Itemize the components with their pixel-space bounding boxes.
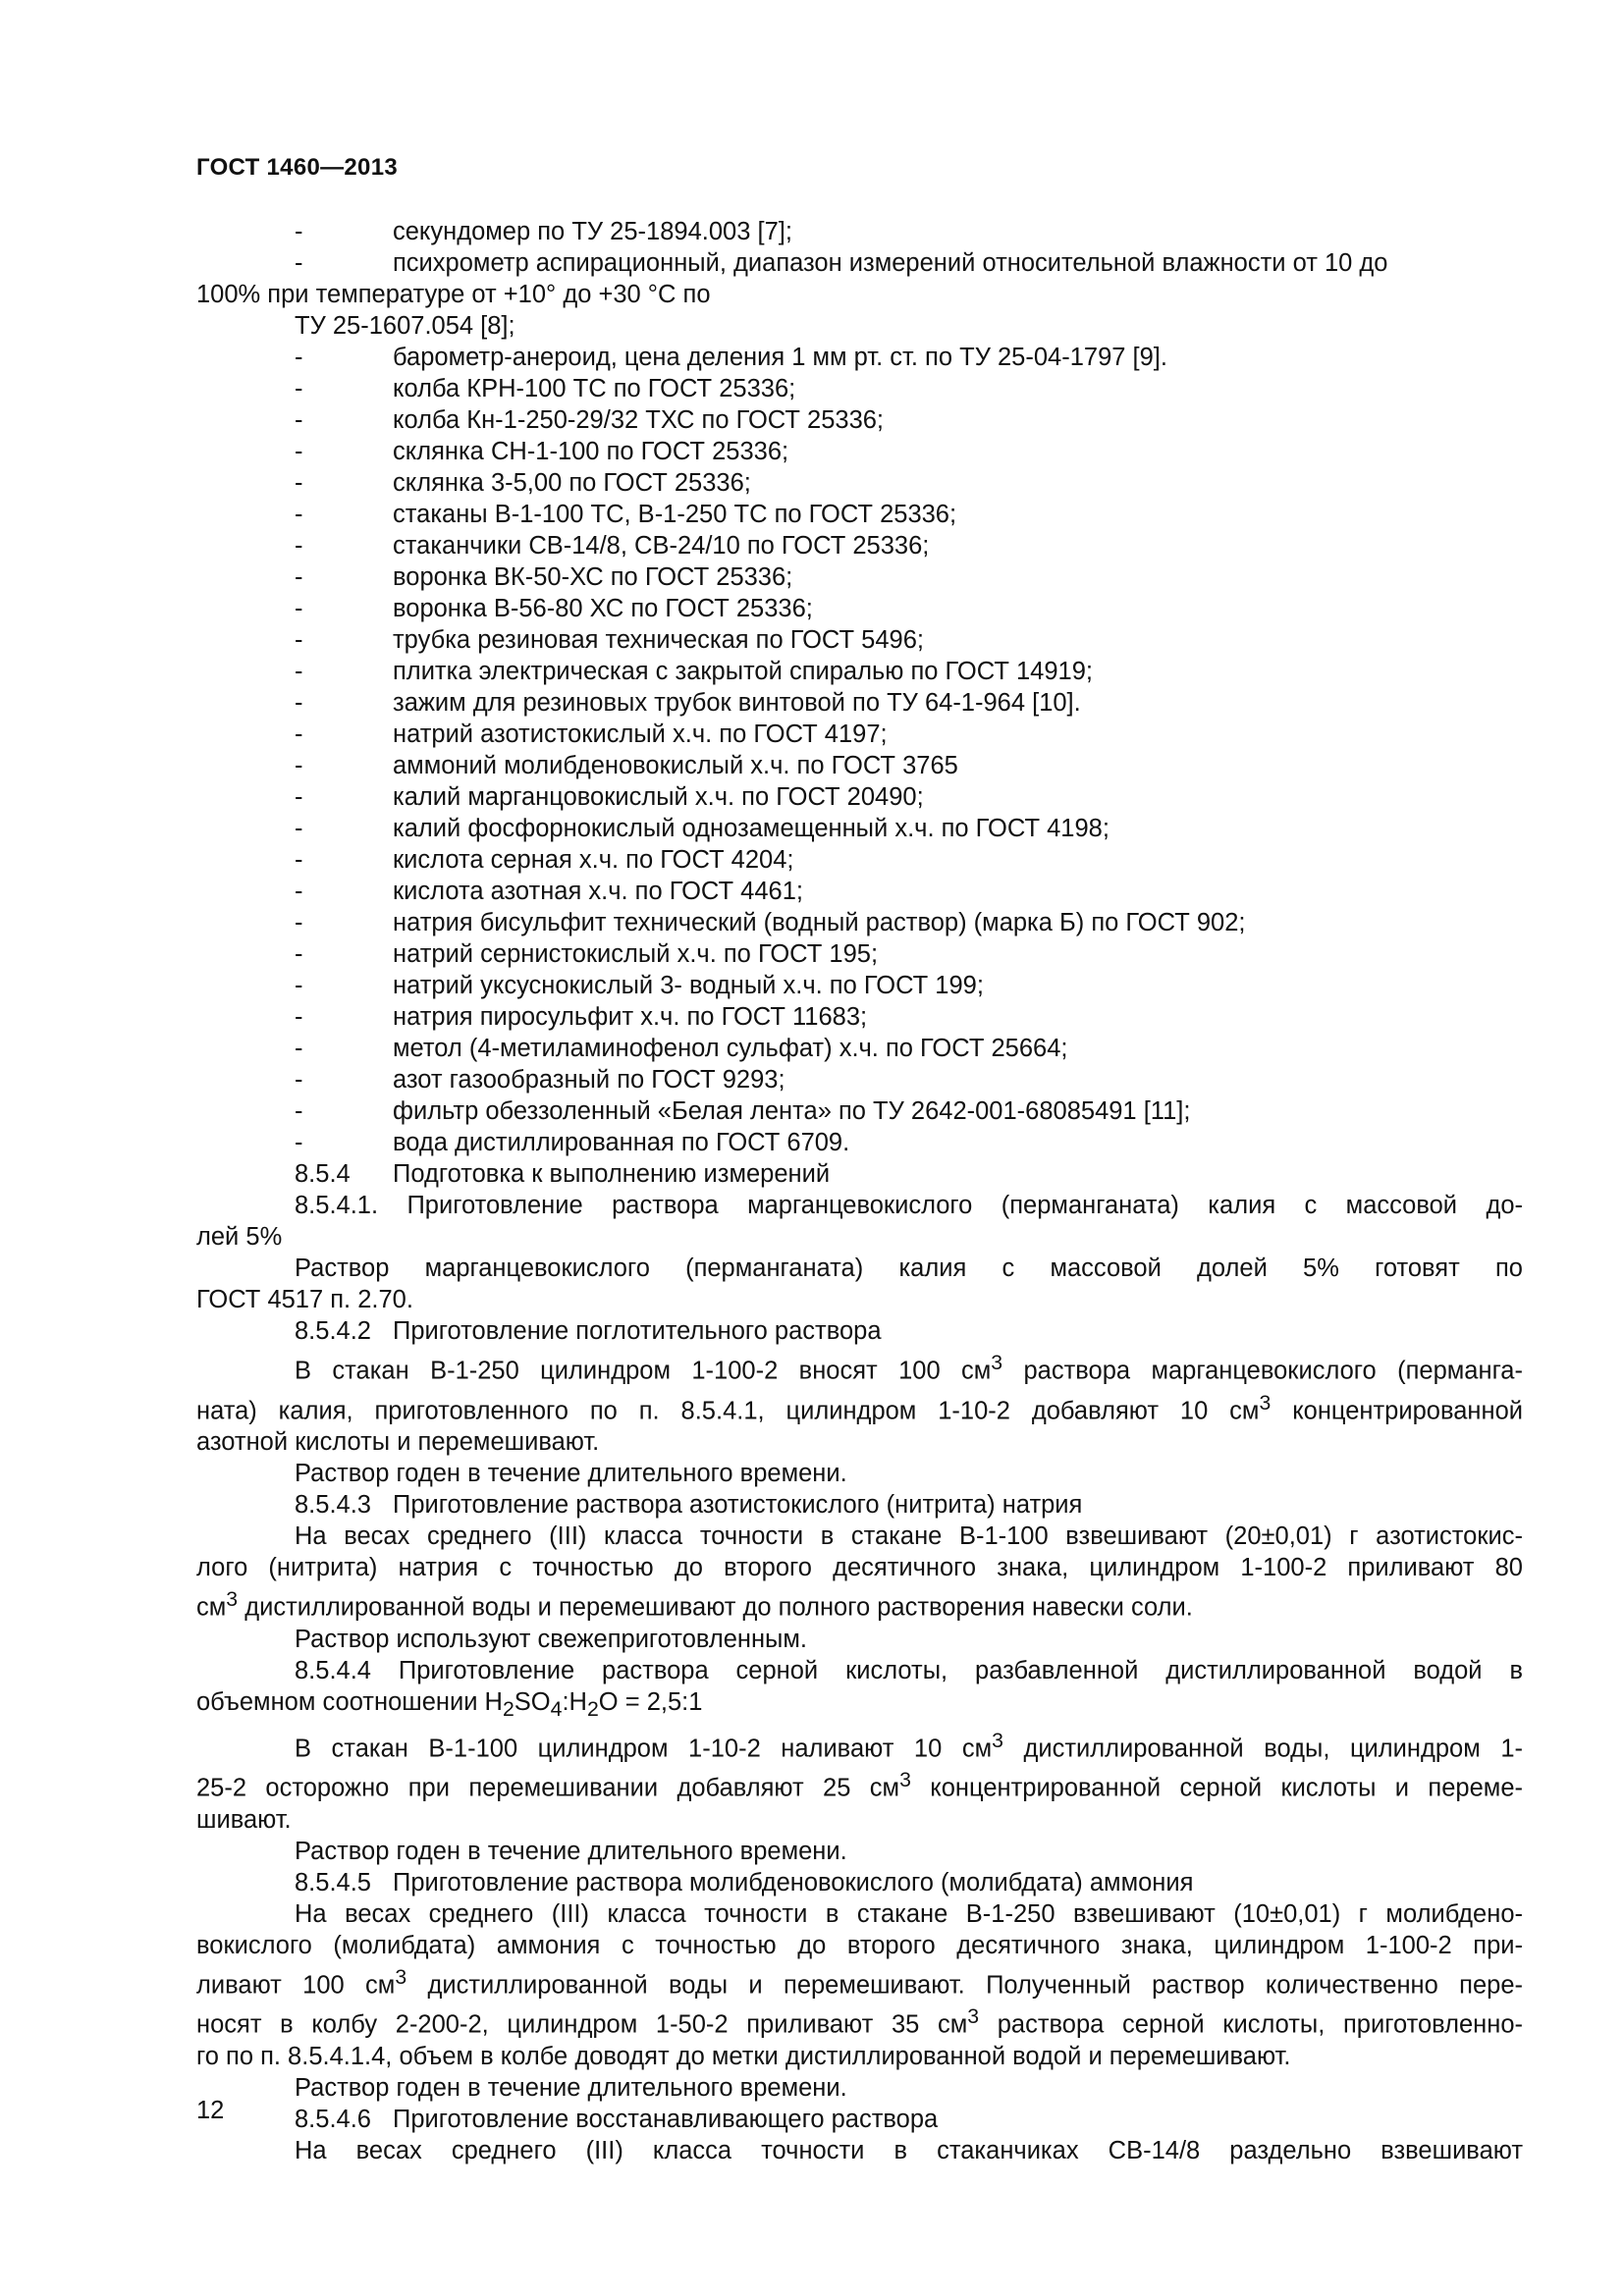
list-item	[196, 561, 1523, 593]
text-run: концентрированной серной кислоты и переме-	[910, 1774, 1523, 1802]
paragraph-line: На весах среднего (III) класса точности в стакане В-1-250 взвешивают (10±0,01) г молибдено-	[295, 1899, 1523, 1928]
section-title: Приготовление раствора азотистокислого (нитрита) натрия	[393, 1491, 1083, 1519]
text-run: :H	[562, 1687, 587, 1716]
list-item-text: азот газообразный по ГОСТ 9293;	[393, 1066, 785, 1094]
list-dash: -	[295, 1003, 303, 1031]
paragraph-line: шивают.	[196, 1805, 292, 1834]
list-dash: -	[295, 1097, 303, 1125]
section-heading	[196, 1489, 1523, 1521]
list-dash: -	[295, 344, 303, 371]
list-item	[196, 1064, 1523, 1095]
superscript: 3	[991, 1351, 1003, 1374]
list-item	[196, 436, 1523, 467]
list-item	[196, 750, 1523, 781]
superscript: 3	[967, 2004, 980, 2029]
section-title: Приготовление раствора молибденовокислого (молибдата) аммония	[393, 1868, 1194, 1896]
list-item-text: воронка ВК-50-ХС по ГОСТ 25336;	[393, 563, 793, 591]
list-item-text: калий фосфорнокислый однозамещенный х.ч. по ГОСТ 4198;	[393, 815, 1110, 842]
paragraph-line: Раствор марганцевокислого (перманганата) калия с массовой долей 5% готовят по	[295, 1255, 1523, 1282]
list-dash: -	[295, 218, 303, 245]
list-item-text: кислота азотная х.ч. по ГОСТ 4461;	[393, 878, 803, 905]
list-dash: -	[295, 469, 303, 497]
list-dash: -	[295, 406, 303, 434]
list-item-text: стаканчики СВ-14/8, СВ-24/10 по ГОСТ 25336;	[393, 532, 930, 560]
list-item	[196, 624, 1523, 656]
paragraph-line: Раствор годен в течение длительного времени.	[295, 1837, 847, 1865]
list-item-text: колба Кн-1-250-29/32 ТХС по ГОСТ 25336;	[393, 406, 885, 434]
list-item-text: аммоний молибденовокислый х.ч. по ГОСТ 3765	[393, 752, 958, 779]
list-item-text: калий марганцовокислый х.ч. по ГОСТ 20490;	[393, 783, 924, 811]
list-item	[196, 216, 1523, 247]
paragraph-line	[196, 1961, 1523, 2002]
list-item	[196, 876, 1523, 907]
list-item	[196, 1127, 1523, 1158]
list-item-text: колба КРН-100 ТС по ГОСТ 25336;	[393, 375, 796, 402]
list-dash: -	[295, 438, 303, 465]
list-item-text: склянка 3-5,00 по ГОСТ 25336;	[393, 469, 751, 497]
section-number: 8.5.4.2	[295, 1317, 371, 1345]
list-item-continuation: ТУ 25-1607.054 [8];	[295, 312, 515, 340]
list-item	[196, 1095, 1523, 1127]
list-dash: -	[295, 940, 303, 968]
list-dash: -	[295, 532, 303, 560]
list-item-text: натрия пиросульфит х.ч. по ГОСТ 11683;	[393, 1003, 868, 1031]
list-item	[196, 247, 1523, 279]
list-item	[196, 1033, 1523, 1064]
section-title: Приготовление восстанавливающего раствора	[393, 2105, 939, 2133]
section-title: Приготовление раствора серной кислоты, разбавленной дистиллированной водой в	[398, 1656, 1523, 1684]
page-number: 12	[196, 2097, 225, 2124]
text-run: O = 2,5:1	[598, 1687, 703, 1716]
paragraph-line: Раствор годен в течение длительного времени.	[295, 2073, 847, 2102]
text-run: 25-2 осторожно при перемешивании добавляют 25 см	[196, 1774, 900, 1802]
list-item	[196, 656, 1523, 687]
paragraph-line: На весах среднего (III) класса точности в стакане В-1-100 взвешивают (20±0,01) г азотистокис-	[295, 1522, 1523, 1550]
list-item	[196, 781, 1523, 813]
list-item-text: кислота серная х.ч. по ГОСТ 4204;	[393, 846, 794, 874]
document-header: ГОСТ 1460—2013	[196, 154, 399, 181]
paragraph-line	[196, 1387, 1523, 1427]
list-dash: -	[295, 595, 303, 622]
superscript: 3	[395, 1964, 407, 1989]
list-item-text: склянка СН-1-100 по ГОСТ 25336;	[393, 438, 789, 465]
text-run: объемном соотношении H	[196, 1687, 503, 1716]
paragraph-line: ГОСТ 4517 п. 2.70.	[196, 1286, 413, 1313]
list-item	[196, 499, 1523, 530]
list-item	[196, 1001, 1523, 1033]
text-run: В стакан В-1-250 цилиндром 1-100-2 вносят 100 см	[295, 1357, 992, 1385]
list-dash: -	[295, 972, 303, 999]
section-heading-line	[196, 1686, 1523, 1725]
superscript: 3	[226, 1587, 239, 1611]
text-run: В стакан В-1-100 цилиндром 1-10-2 наливают 10 см	[295, 1735, 993, 1763]
list-dash: -	[295, 783, 303, 811]
list-dash: -	[295, 563, 303, 591]
paragraph-line	[196, 1583, 1523, 1624]
list-dash: -	[295, 658, 303, 685]
text-run: носят в колбу 2-200-2, цилиндром 1-50-2 приливают 35 см	[196, 2010, 968, 2039]
list-item-text: воронка В-56-80 ХС по ГОСТ 25336;	[393, 595, 813, 622]
list-item-text: барометр-анероид, цена деления 1 мм рт. ст. по ТУ 25-04-1797 [9].	[393, 344, 1167, 371]
list-item	[196, 813, 1523, 844]
list-item	[196, 844, 1523, 876]
section-number: 8.5.4.4	[295, 1656, 371, 1684]
page-content	[196, 216, 1523, 2166]
section-heading	[196, 1655, 1523, 1686]
list-dash: -	[295, 878, 303, 905]
paragraph-line: На весах среднего (III) класса точности в стаканчиках СВ-14/8 раздельно взвешивают	[295, 2136, 1523, 2164]
list-item-text: зажим для резиновых трубок винтовой по ТУ 64-1-964 [10].	[393, 689, 1081, 717]
list-item-text: психрометр аспирационный, диапазон измерений относительной влажности от 10 до	[393, 249, 1388, 277]
paragraph-line: го по п. 8.5.4.1.4, объем в колбе доводят до метки дистиллированной водой и перемешивают.	[196, 2042, 1291, 2070]
paragraph-line: лого (нитрита) натрия с точностью до второго десятичного знака, цилиндром 1-100-2 приливают 80	[196, 1554, 1523, 1581]
text-run: дистиллированной воды и перемешивают до полного растворения навески соли.	[238, 1593, 1193, 1622]
subscript: 2	[586, 1696, 599, 1721]
list-dash: -	[295, 501, 303, 528]
text-run: раствора марганцевокислого (перманга-	[1002, 1357, 1523, 1385]
list-item-text: вода дистиллированная по ГОСТ 6709.	[393, 1129, 850, 1156]
paragraph-line	[196, 1764, 1523, 1804]
list-item	[196, 970, 1523, 1001]
paragraph-line	[196, 1725, 1523, 1765]
list-dash: -	[295, 752, 303, 779]
list-item	[196, 467, 1523, 499]
section-heading	[196, 2104, 1523, 2135]
text-run: ливают 100 см	[196, 1971, 396, 2000]
list-item	[196, 342, 1523, 373]
text-run: дистиллированной воды, цилиндром 1-	[1002, 1735, 1523, 1763]
list-item-text: фильтр обеззоленный «Белая лента» по ТУ 2642-001-68085491 [11];	[393, 1097, 1191, 1125]
list-item	[196, 593, 1523, 624]
list-item-text: натрий сернистокислый х.ч. по ГОСТ 195;	[393, 940, 879, 968]
list-item-text: секундомер по ТУ 25-1894.003 [7];	[393, 218, 792, 245]
list-item	[196, 687, 1523, 719]
list-item-text: натрий уксуснокислый 3- водный х.ч. по ГОСТ 199;	[393, 972, 984, 999]
section-number: 8.5.4.6	[295, 2105, 371, 2133]
paragraph-line: Раствор годен в течение длительного времени.	[295, 1460, 847, 1487]
paragraph-line: Раствор используют свежеприготовленным.	[295, 1625, 808, 1653]
list-dash: -	[295, 815, 303, 842]
section-heading	[196, 1158, 1523, 1190]
superscript: 3	[1259, 1390, 1272, 1415]
superscript: 3	[899, 1768, 911, 1792]
section-heading	[196, 1315, 1523, 1347]
paragraph-line	[196, 1347, 1523, 1387]
paragraph-line	[196, 2001, 1523, 2041]
text-run: концентрированной	[1271, 1397, 1523, 1424]
list-item-text: плитка электрическая с закрытой спиралью по ГОСТ 14919;	[393, 658, 1093, 685]
list-dash: -	[295, 249, 303, 277]
list-dash: -	[295, 375, 303, 402]
list-item-text: натрий азотистокислый х.ч. по ГОСТ 4197;	[393, 721, 888, 748]
list-item	[196, 719, 1523, 750]
list-dash: -	[295, 626, 303, 654]
section-heading	[196, 1867, 1523, 1898]
list-dash: -	[295, 909, 303, 936]
list-dash: -	[295, 721, 303, 748]
subscript: 4	[550, 1696, 563, 1721]
text-run: раствора серной кислоты, приготовленно-	[979, 2010, 1524, 2039]
list-item	[196, 530, 1523, 561]
section-heading-line: 8.5.4.1. Приготовление раствора марганцевокислого (перманганата) калия с массовой до-	[295, 1192, 1523, 1219]
list-item	[196, 404, 1523, 436]
text-run: SO	[514, 1687, 551, 1716]
list-dash: -	[295, 1066, 303, 1094]
list-item-text: трубка резиновая техническая по ГОСТ 5496;	[393, 626, 924, 654]
list-dash: -	[295, 1129, 303, 1156]
section-number: 8.5.4.3	[295, 1491, 371, 1519]
text-run: см	[196, 1593, 227, 1622]
list-dash: -	[295, 846, 303, 874]
text-run: дистиллированной воды и перемешивают. Полученный раствор количественно пере-	[406, 1971, 1523, 2000]
section-number: 8.5.4	[295, 1160, 351, 1188]
superscript: 3	[992, 1728, 1003, 1752]
list-item-text: метол (4-метиламинофенол сульфат) х.ч. по ГОСТ 25664;	[393, 1035, 1068, 1062]
section-title: Приготовление поглотительного раствора	[393, 1317, 882, 1345]
subscript: 2	[502, 1696, 514, 1721]
list-item	[196, 907, 1523, 938]
list-dash: -	[295, 689, 303, 717]
paragraph-line: азотной кислоты и перемешивают.	[196, 1428, 600, 1456]
section-title: Подготовка к выполнению измерений	[393, 1160, 831, 1188]
list-item-text: натрия бисульфит технический (водный раствор) (марка Б) по ГОСТ 902;	[393, 909, 1246, 936]
paragraph-line: вокислого (молибдата) аммония с точностью до второго десятичного знака, цилиндром 1-100-2 при-	[196, 1931, 1523, 1959]
list-item-text: стаканы В-1-100 ТС, В-1-250 ТС по ГОСТ 25336;	[393, 501, 957, 528]
list-dash: -	[295, 1035, 303, 1062]
section-heading-line: лей 5%	[196, 1223, 283, 1251]
list-item	[196, 938, 1523, 970]
list-item-continuation: 100% при температуре от +10° до +30 °С по	[196, 281, 711, 308]
text-run: ната) калия, приготовленного по п. 8.5.4.1, цилиндром 1-10-2 добавляют 10 см	[196, 1397, 1260, 1424]
list-item	[196, 373, 1523, 404]
section-number: 8.5.4.5	[295, 1868, 371, 1896]
